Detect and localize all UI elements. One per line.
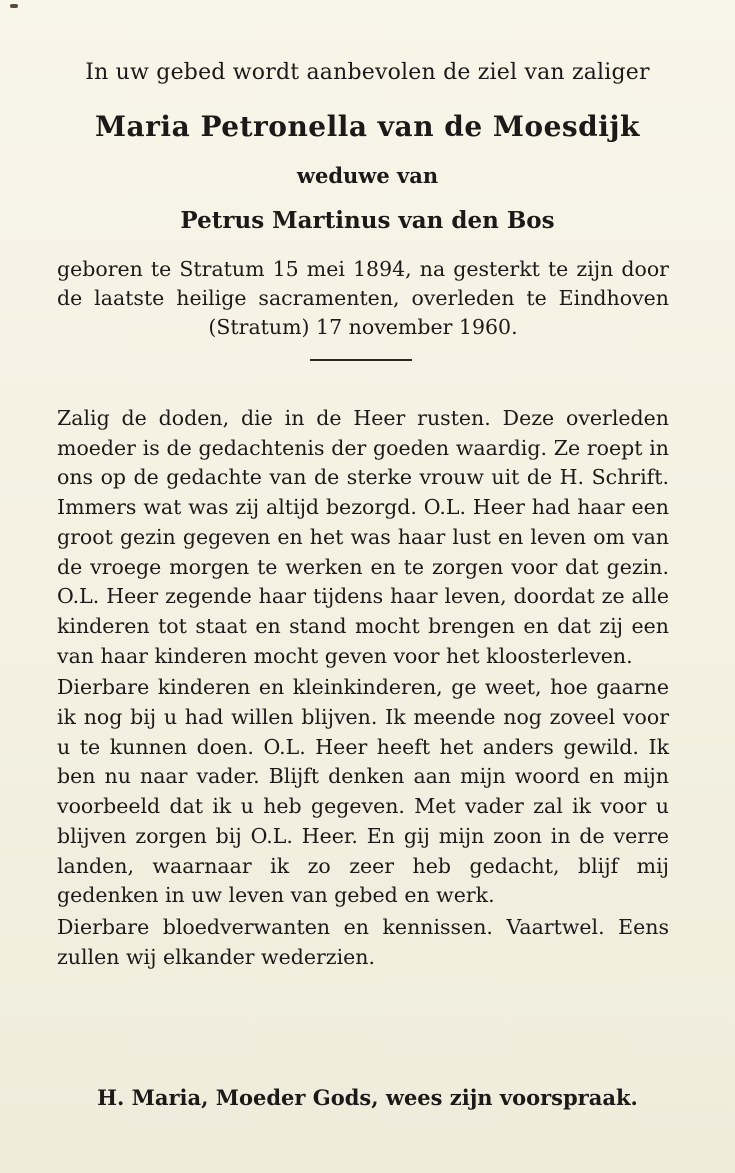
memorial-text [57, 404, 669, 972]
divider-line [310, 359, 412, 361]
closing-prayer: H. Maria, Moeder Gods, wees zijn voorspraak. [97, 1085, 638, 1110]
husband-name: Petrus Martinus van den Bos [180, 207, 555, 234]
paragraph-3: Dierbare bloedverwanten en kennissen. Vaartwel. Eens zullen wij elkander wederzien. [57, 914, 669, 969]
widow-of-label: weduwe van [296, 163, 439, 188]
birth-death-text: geboren te Stratum 15 mei 1894, na gesterkt te zijn door de laatste heilige sacramenten, overleden te Eindhoven (Stratum) 17 november 1960. [57, 257, 669, 339]
paragraph-1: Zalig de doden, die in de Heer rusten. Deze overleden moeder is de gedachtenis der goeden waardig. Ze roept in ons op de gedachte van de sterke vrouw uit de H. Schrift. Immers wat was zij altijd bezorgd. O.L. Heer had haar een groot gezin gegeven en het was haar lust en leven om van de vroege morgen te werken en te zorgen voor dat gezin. O.L. Heer zegende haar tijdens haar leven, doordat ze alle kinderen tot staat en stand mocht brengen en dat zij een van haar kinderen mocht geven voor het kloosterleven. [57, 406, 669, 668]
ink-speck [10, 4, 18, 8]
paragraph-2: Dierbare kinderen en kleinkinderen, ge weet, hoe gaarne ik nog bij u had willen blijven. Ik meende nog zoveel voor u te kunnen doen. O.L. Heer heeft het anders gewild. Ik ben nu naar vader. Blijft denken aan mijn woord en mijn voorbeeld dat ik u heb gegeven. Met vader zal ik voor u blijven zorgen bij O.L. Heer. En gij mijn zoon in de verre landen, waarnaar ik zo zeer heb gedacht, blijf mij gedenken in uw leven van gebed en werk. [57, 675, 669, 908]
intro-line: In uw gebed wordt aanbevolen de ziel van zaliger [85, 60, 650, 85]
deceased-name: Maria Petronella van de Moesdijk [95, 110, 640, 143]
